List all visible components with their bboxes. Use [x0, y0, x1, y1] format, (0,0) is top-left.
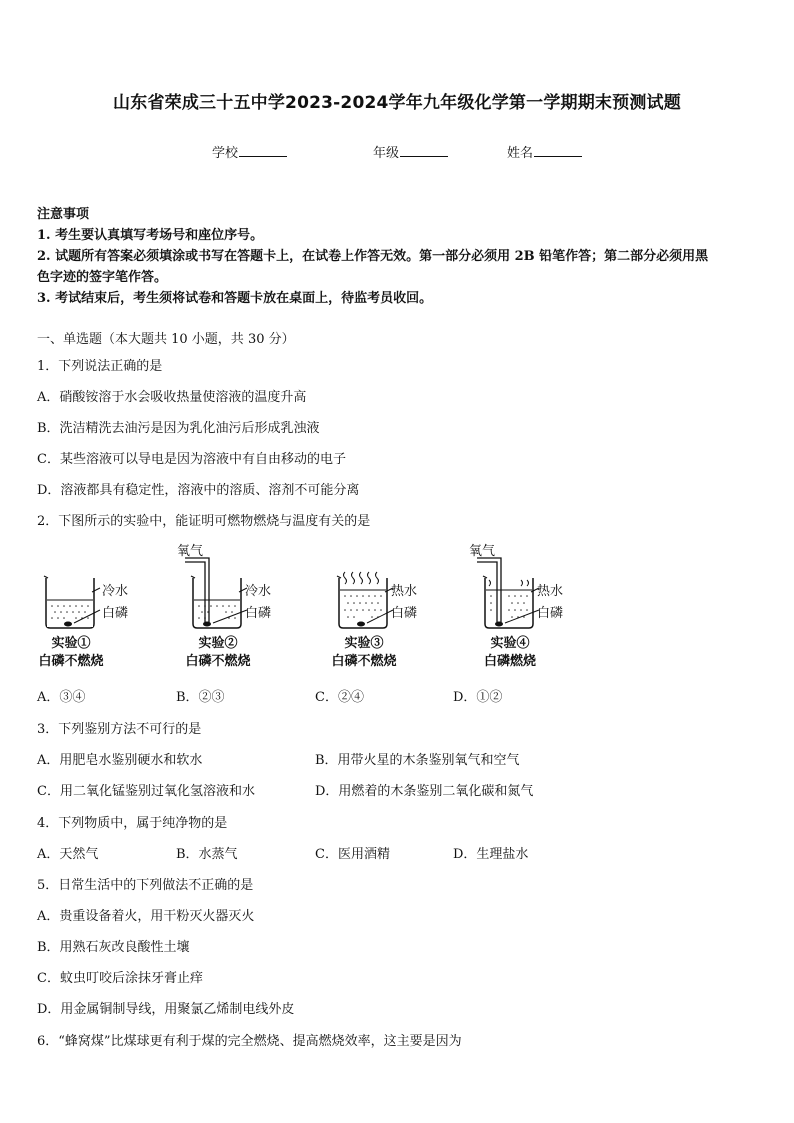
experiment-4-figure [469, 540, 617, 670]
experiment-1-figure [38, 540, 178, 670]
q2-option-d: D．①② [453, 690, 503, 705]
water-label: 热水 [537, 584, 564, 599]
phosphorus-label: 白磷 [391, 606, 418, 621]
q5-option-d: D．用金属铜制导线，用聚氯乙烯制电线外皮 [37, 1002, 295, 1017]
phosphorus-label: 白磷 [537, 606, 564, 621]
name-label: 姓名 [507, 146, 534, 161]
school-label: 学校 [212, 146, 239, 161]
note-item: 色字迹的签字笔作答。 [37, 270, 168, 285]
q4-option-d: D．生理盐水 [453, 847, 529, 862]
grade-blank[interactable] [400, 144, 448, 157]
water-label: 冷水 [245, 584, 272, 599]
experiment-2-figure [177, 540, 325, 670]
experiment-result: 白磷不燃烧 [331, 654, 397, 669]
q2-option-b: B．②③ [176, 690, 225, 705]
phosphorus-label: 白磷 [245, 606, 272, 621]
q2-option-a: A．③④ [37, 690, 86, 705]
q1-option-d: D．溶液都具有稳定性，溶液中的溶质、溶剂不可能分离 [37, 483, 360, 498]
experiment-result: 白磷燃烧 [483, 654, 536, 669]
q1-option-b: B．洗洁精洗去油污是因为乳化油污后形成乳浊液 [37, 421, 320, 436]
school-blank[interactable] [239, 144, 287, 157]
name-blank[interactable] [534, 144, 582, 157]
section-heading: 一、单选题（本大题共 10 小题，共 30 分） [37, 332, 295, 347]
q3-option-a: A．用肥皂水鉴别硬水和软水 [37, 753, 203, 768]
water-label: 热水 [391, 584, 418, 599]
note-item: 1. 考生要认真填写考场号和座位序号。 [37, 228, 264, 243]
note-item: 3. 考试结束后，考生须将试卷和答题卡放在桌面上，待监考员收回。 [37, 291, 433, 306]
experiment-result: 白磷不燃烧 [185, 654, 251, 669]
grade-field[interactable] [373, 142, 448, 161]
q6-stem: 6．“蜂窝煤”比煤球更有利于煤的完全燃烧、提高燃烧效率，这主要是因为 [37, 1034, 462, 1049]
q2-stem: 2．下图所示的实验中，能证明可燃物燃烧与温度有关的是 [37, 514, 371, 529]
name-field[interactable] [507, 142, 582, 161]
q5-stem: 5．日常生活中的下列做法不正确的是 [37, 878, 254, 893]
q4-option-a: A．天然气 [37, 847, 99, 862]
q4-option-b: B．水蒸气 [176, 847, 238, 862]
experiment-label: 实验④ [490, 636, 530, 651]
q5-option-c: C．蚊虫叮咬后涂抹牙膏止痒 [37, 971, 203, 986]
notes-heading: 注意事项 [37, 207, 90, 222]
q3-option-c: C．用二氧化锰鉴别过氧化氢溶液和水 [37, 784, 255, 799]
page-title: 山东省荣成三十五中学2023-2024学年九年级化学第一学期期末预测试题 [113, 93, 681, 113]
q5-option-a: A．贵重设备着火，用干粉灭火器灭火 [37, 909, 255, 924]
water-label: 冷水 [102, 584, 129, 599]
experiment-3-figure [331, 540, 471, 670]
experiment-result: 白磷不燃烧 [38, 654, 104, 669]
q5-option-b: B．用熟石灰改良酸性土壤 [37, 940, 190, 955]
q4-option-c: C．医用酒精 [315, 847, 390, 862]
q3-option-b: B．用带火星的木条鉴别氧气和空气 [315, 753, 520, 768]
grade-label: 年级 [373, 146, 400, 161]
q1-option-a: A．硝酸铵溶于水会吸收热量使溶液的温度升高 [37, 390, 307, 405]
note-item: 2. 试题所有答案必须填涂或书写在答题卡上，在试卷上作答无效。第一部分必须用 2B 铅笔作答；第二部分必须用黑 [37, 249, 709, 264]
experiment-label: 实验② [198, 636, 238, 651]
q2-option-c: C．②④ [315, 690, 364, 705]
experiment-label: 实验③ [344, 636, 384, 651]
q1-option-c: C．某些溶液可以导电是因为溶液中有自由移动的电子 [37, 452, 346, 467]
experiment-label: 实验① [51, 636, 91, 651]
q3-stem: 3．下列鉴别方法不可行的是 [37, 722, 202, 737]
phosphorus-label: 白磷 [102, 606, 129, 621]
school-field[interactable] [212, 142, 287, 161]
q1-stem: 1．下列说法正确的是 [37, 359, 163, 374]
oxygen-label: 氧气 [469, 544, 496, 559]
q3-option-d: D．用燃着的木条鉴别二氧化碳和氮气 [315, 784, 534, 799]
q4-stem: 4．下列物质中，属于纯净物的是 [37, 816, 228, 831]
oxygen-label: 氧气 [177, 544, 204, 559]
